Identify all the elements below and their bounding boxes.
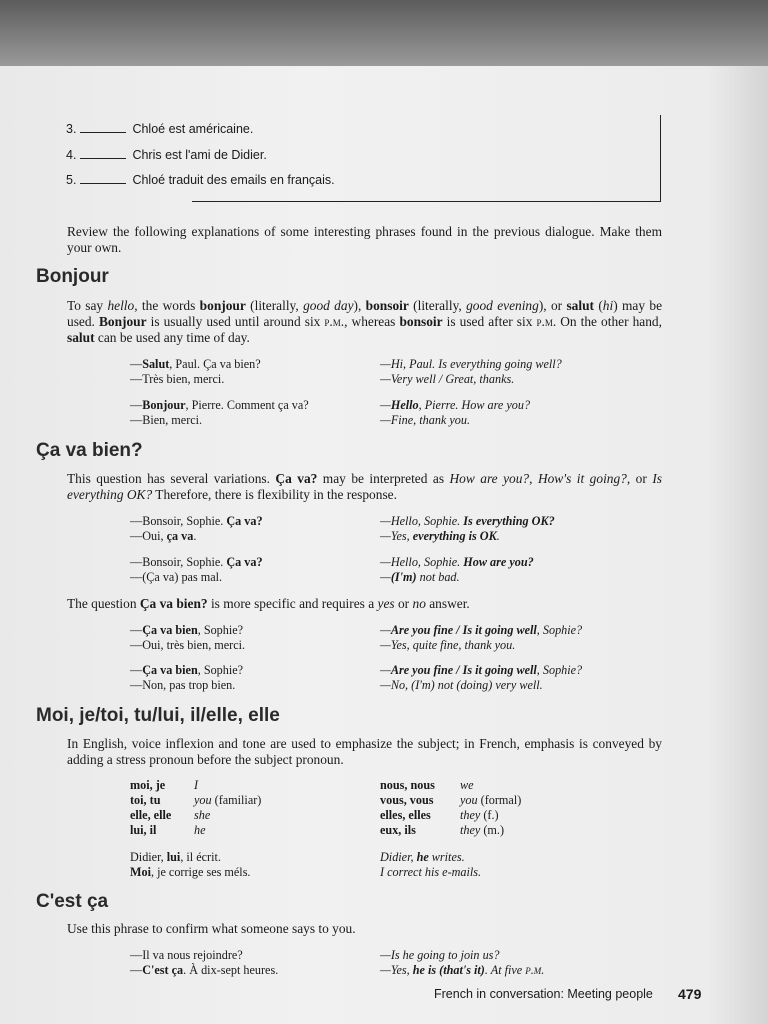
box-border-bottom (192, 201, 661, 202)
pronoun-fr: vous, vous (380, 793, 434, 807)
dialogue-line: —Ça va bien, Sophie? (130, 623, 244, 637)
dialogue-translation: —Yes, he is (that's it). At five p.m. (380, 963, 545, 977)
dialogue-line: —Oui, très bien, merci. (130, 638, 246, 652)
pronoun-fr: toi, tu (130, 793, 161, 807)
stress-pronoun-paragraph: In English, voice inflexion and tone are used to emphasize the subject; in French, emphasis is conveyed by adding a stress pronoun before the subject pronoun. (67, 736, 662, 767)
heading-ca-va-bien: Ça va bien? (36, 440, 143, 461)
dialogue-line: —Bien, merci. (130, 413, 203, 427)
dialogue-translation: —Is he going to join us? (380, 948, 500, 962)
dialogue-line: —(Ça va) pas mal. (130, 570, 223, 584)
dialogue-translation: —Yes, quite fine, thank you. (380, 638, 516, 652)
bonjour-paragraph: To say hello, the words bonjour (literally, good day), bonsoir (literally, good evening), or salut (hi) may be used. Bonjour is usually used until around six p.m., whereas bonsoir is used after six p.m. On the other hand, salut can be used any time of day. (67, 298, 663, 345)
dialogue-line: —Salut, Paul. Ça va bien? (130, 357, 261, 371)
intro-paragraph: Review the following explanations of some interesting phrases found in the previous dialogue. Make them your own. (67, 224, 662, 255)
dialogue-line: —Bonsoir, Sophie. Ça va? (130, 555, 263, 569)
pronoun-en: you (familiar) (194, 793, 262, 807)
dialogue-line: —Oui, ça va. (130, 529, 197, 543)
page-number: 479 (678, 986, 702, 1002)
exercise-item-4: 4. Chris est l'ami de Didier. (66, 148, 267, 162)
answer-blank (80, 122, 126, 133)
dialogue-translation: —Hello, Pierre. How are you? (380, 398, 531, 412)
example-en: I correct his e-mails. (380, 865, 482, 879)
pronoun-en: they (f.) (460, 808, 499, 822)
dialogue-translation: —Hi, Paul. Is everything going well? (380, 357, 562, 371)
cest-ca-paragraph: Use this phrase to confirm what someone says to you. (67, 921, 356, 936)
dialogue-translation: —Yes, everything is OK. (380, 529, 500, 543)
scanner-background (0, 0, 768, 66)
pronoun-fr: elles, elles (380, 808, 431, 822)
dialogue-translation: —Are you fine / Is it going well, Sophie? (380, 623, 583, 637)
box-border-right (660, 115, 661, 201)
pronoun-fr: moi, je (130, 778, 166, 792)
textbook-page (0, 66, 768, 1024)
pronoun-fr: lui, il (130, 823, 157, 837)
dialogue-translation: —Are you fine / Is it going well, Sophie? (380, 663, 583, 677)
dialogue-line: —Ça va bien, Sophie? (130, 663, 244, 677)
heading-bonjour: Bonjour (36, 266, 109, 287)
exercise-item-5: 5. Chloé traduit des emails en français. (66, 173, 335, 187)
dialogue-line: —Il va nous rejoindre? (130, 948, 243, 962)
specific-question-paragraph: The question Ça va bien? is more specific and requires a yes or no answer. (67, 596, 470, 611)
example-fr: Moi, je corrige ses méls. (130, 865, 251, 879)
pronoun-en: you (formal) (460, 793, 522, 807)
dialogue-translation: —Hello, Sophie. How are you? (380, 555, 534, 569)
dialogue-line: —Bonsoir, Sophie. Ça va? (130, 514, 263, 528)
pronoun-en: we (460, 778, 474, 792)
ca-va-bien-paragraph: This question has several variations. Ça va? may be interpreted as How are you?, How's it going?, or Is everything OK? Therefore, there is flexibility in the response. (67, 471, 662, 502)
pronoun-fr: nous, nous (380, 778, 435, 792)
dialogue-line: —Bonjour, Pierre. Comment ça va? (130, 398, 309, 412)
dialogue-translation: —(I'm) not bad. (380, 570, 460, 584)
dialogue-line: —C'est ça. À dix-sept heures. (130, 963, 279, 977)
example-en: Didier, he writes. (380, 850, 465, 864)
example-fr: Didier, lui, il écrit. (130, 850, 221, 864)
running-footer-title: French in conversation: Meeting people (434, 987, 653, 1001)
dialogue-line: —Très bien, merci. (130, 372, 225, 386)
pronoun-en: he (194, 823, 206, 837)
dialogue-translation: —Fine, thank you. (380, 413, 471, 427)
pronoun-fr: eux, ils (380, 823, 416, 837)
dialogue-line: —Non, pas trop bien. (130, 678, 236, 692)
dialogue-translation: —Very well / Great, thanks. (380, 372, 515, 386)
exercise-item-3: 3. Chloé est américaine. (66, 122, 254, 136)
dialogue-translation: —Hello, Sophie. Is everything OK? (380, 514, 555, 528)
answer-blank (80, 173, 126, 184)
pronoun-en: I (194, 778, 199, 792)
heading-cest-ca: C'est ça (36, 891, 109, 912)
pronoun-en: they (m.) (460, 823, 505, 837)
dialogue-translation: —No, (I'm) not (doing) very well. (380, 678, 543, 692)
answer-blank (80, 148, 126, 159)
pronoun-en: she (194, 808, 211, 822)
pronoun-fr: elle, elle (130, 808, 172, 822)
heading-stress-pronouns: Moi, je/toi, tu/lui, il/elle, elle (36, 705, 280, 726)
